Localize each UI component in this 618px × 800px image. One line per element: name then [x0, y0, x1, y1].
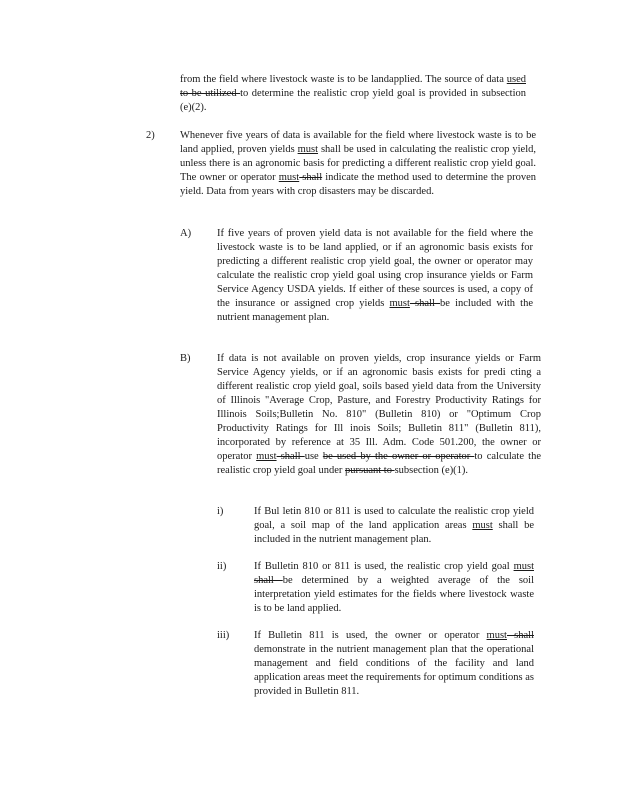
- paragraph-item-iii: [254, 629, 534, 699]
- deleted-text: shall: [254, 575, 283, 586]
- inserted-text: must: [278, 172, 300, 183]
- text-run: be determined by a weighted average of the soil interpretation yield estimates for the fields where livestock waste is to be land applied.: [254, 575, 534, 614]
- inserted-text: must: [389, 298, 410, 309]
- inserted-text: must: [472, 520, 493, 531]
- text-run: If Bulletin 810 or 811 is used, the realistic crop yield goal: [254, 561, 514, 572]
- text-run: If data is not available on proven yields, crop insurance yields or Farm Service Agency yields, or if an agronomic basis exists for predi cting a different realistic crop yield goal, soils based yield data from the University of Illinois "Average Crop, Pasture, and Forestry Productivity Ratings for Illinois Soils;Bulletin No. 810" (Bulletin 810) or "Optimum Crop Productivity Ratings for Ill inois Soils; Bulletin 811" (Bulletin 811), incorporated by reference at 35 Ill. Adm. Code 501.200, the owner or operator: [217, 353, 541, 462]
- paragraph-item-ii: [254, 560, 534, 616]
- paragraph-continuation: [180, 73, 526, 115]
- paragraph-item-b: [217, 352, 541, 478]
- text-run: If Bulletin 811 is used, the owner or operator: [254, 630, 487, 641]
- inserted-text: must: [486, 630, 507, 641]
- text-run: If five years of proven yield data is not available for the field where the livestock waste is to be land applied, or if an agronomic basis exists for predicting a different realistic crop yield goal, the owner or operator may calculate the realistic crop yield goal using crop insurance yields or Farm Service Agency USDA yields. If either of these sources is used, a copy of the insurance or assigned crop yields: [217, 228, 533, 309]
- inserted-text: must: [297, 144, 319, 155]
- inserted-text: used: [506, 74, 526, 85]
- text-run: shall be included in the nutrient management plan.: [254, 520, 534, 545]
- item-label-a: A): [180, 228, 192, 239]
- item-label-ii: ii): [217, 561, 227, 572]
- text-run: indicate the method used to determine the proven yield. Data from years with crop disasters may be discarded.: [180, 172, 536, 197]
- deleted-text: be used by the owner or operator: [322, 451, 475, 462]
- deleted-text: pursuant to: [345, 465, 395, 476]
- text-run: If Bul letin 810 or 811 is used to calculate the realistic crop yield goal, a soil map of the land application areas: [254, 506, 534, 531]
- text-run: Whenever five years of data is available for the field where livestock waste is to be land applied, proven yields: [180, 130, 536, 155]
- deleted-text: shall: [299, 172, 323, 183]
- item-label-2: 2): [146, 130, 155, 141]
- text-run: use: [304, 451, 323, 462]
- inserted-text: must: [256, 451, 277, 462]
- item-label-b: B): [180, 353, 191, 364]
- deleted-text: shall: [409, 298, 441, 309]
- item-label-iii: iii): [217, 630, 230, 641]
- text-run: to calculate the realistic crop yield goal under: [217, 451, 541, 476]
- paragraph-item-2: [180, 129, 536, 199]
- deleted-text: to be utilized: [180, 88, 241, 99]
- deleted-text: shall: [506, 630, 534, 641]
- deleted-text: shall: [276, 451, 305, 462]
- paragraph-item-a: [217, 227, 533, 325]
- item-label-i: i): [217, 506, 224, 517]
- paragraph-item-i: [254, 505, 534, 547]
- text-run: to determine the realistic crop yield goal is provided in subsection (e)(2).: [180, 88, 526, 113]
- text-run: be included with the nutrient management plan.: [217, 298, 533, 323]
- text-run: subsection (e)(1).: [394, 465, 469, 476]
- inserted-text: must: [513, 561, 534, 572]
- text-run: from the field where livestock waste is to be landapplied. The source of data: [180, 74, 507, 85]
- text-run: shall be used in calculating the realistic crop yield, unless there is an agronomic basis for predicting a different realistic crop yield goal. The owner or operator: [180, 144, 536, 183]
- text-run: demonstrate in the nutrient management plan that the operational management and field conditions of the facility and land application areas meet the requirements for optimum conditions as provided in Bulletin 811.: [254, 644, 534, 697]
